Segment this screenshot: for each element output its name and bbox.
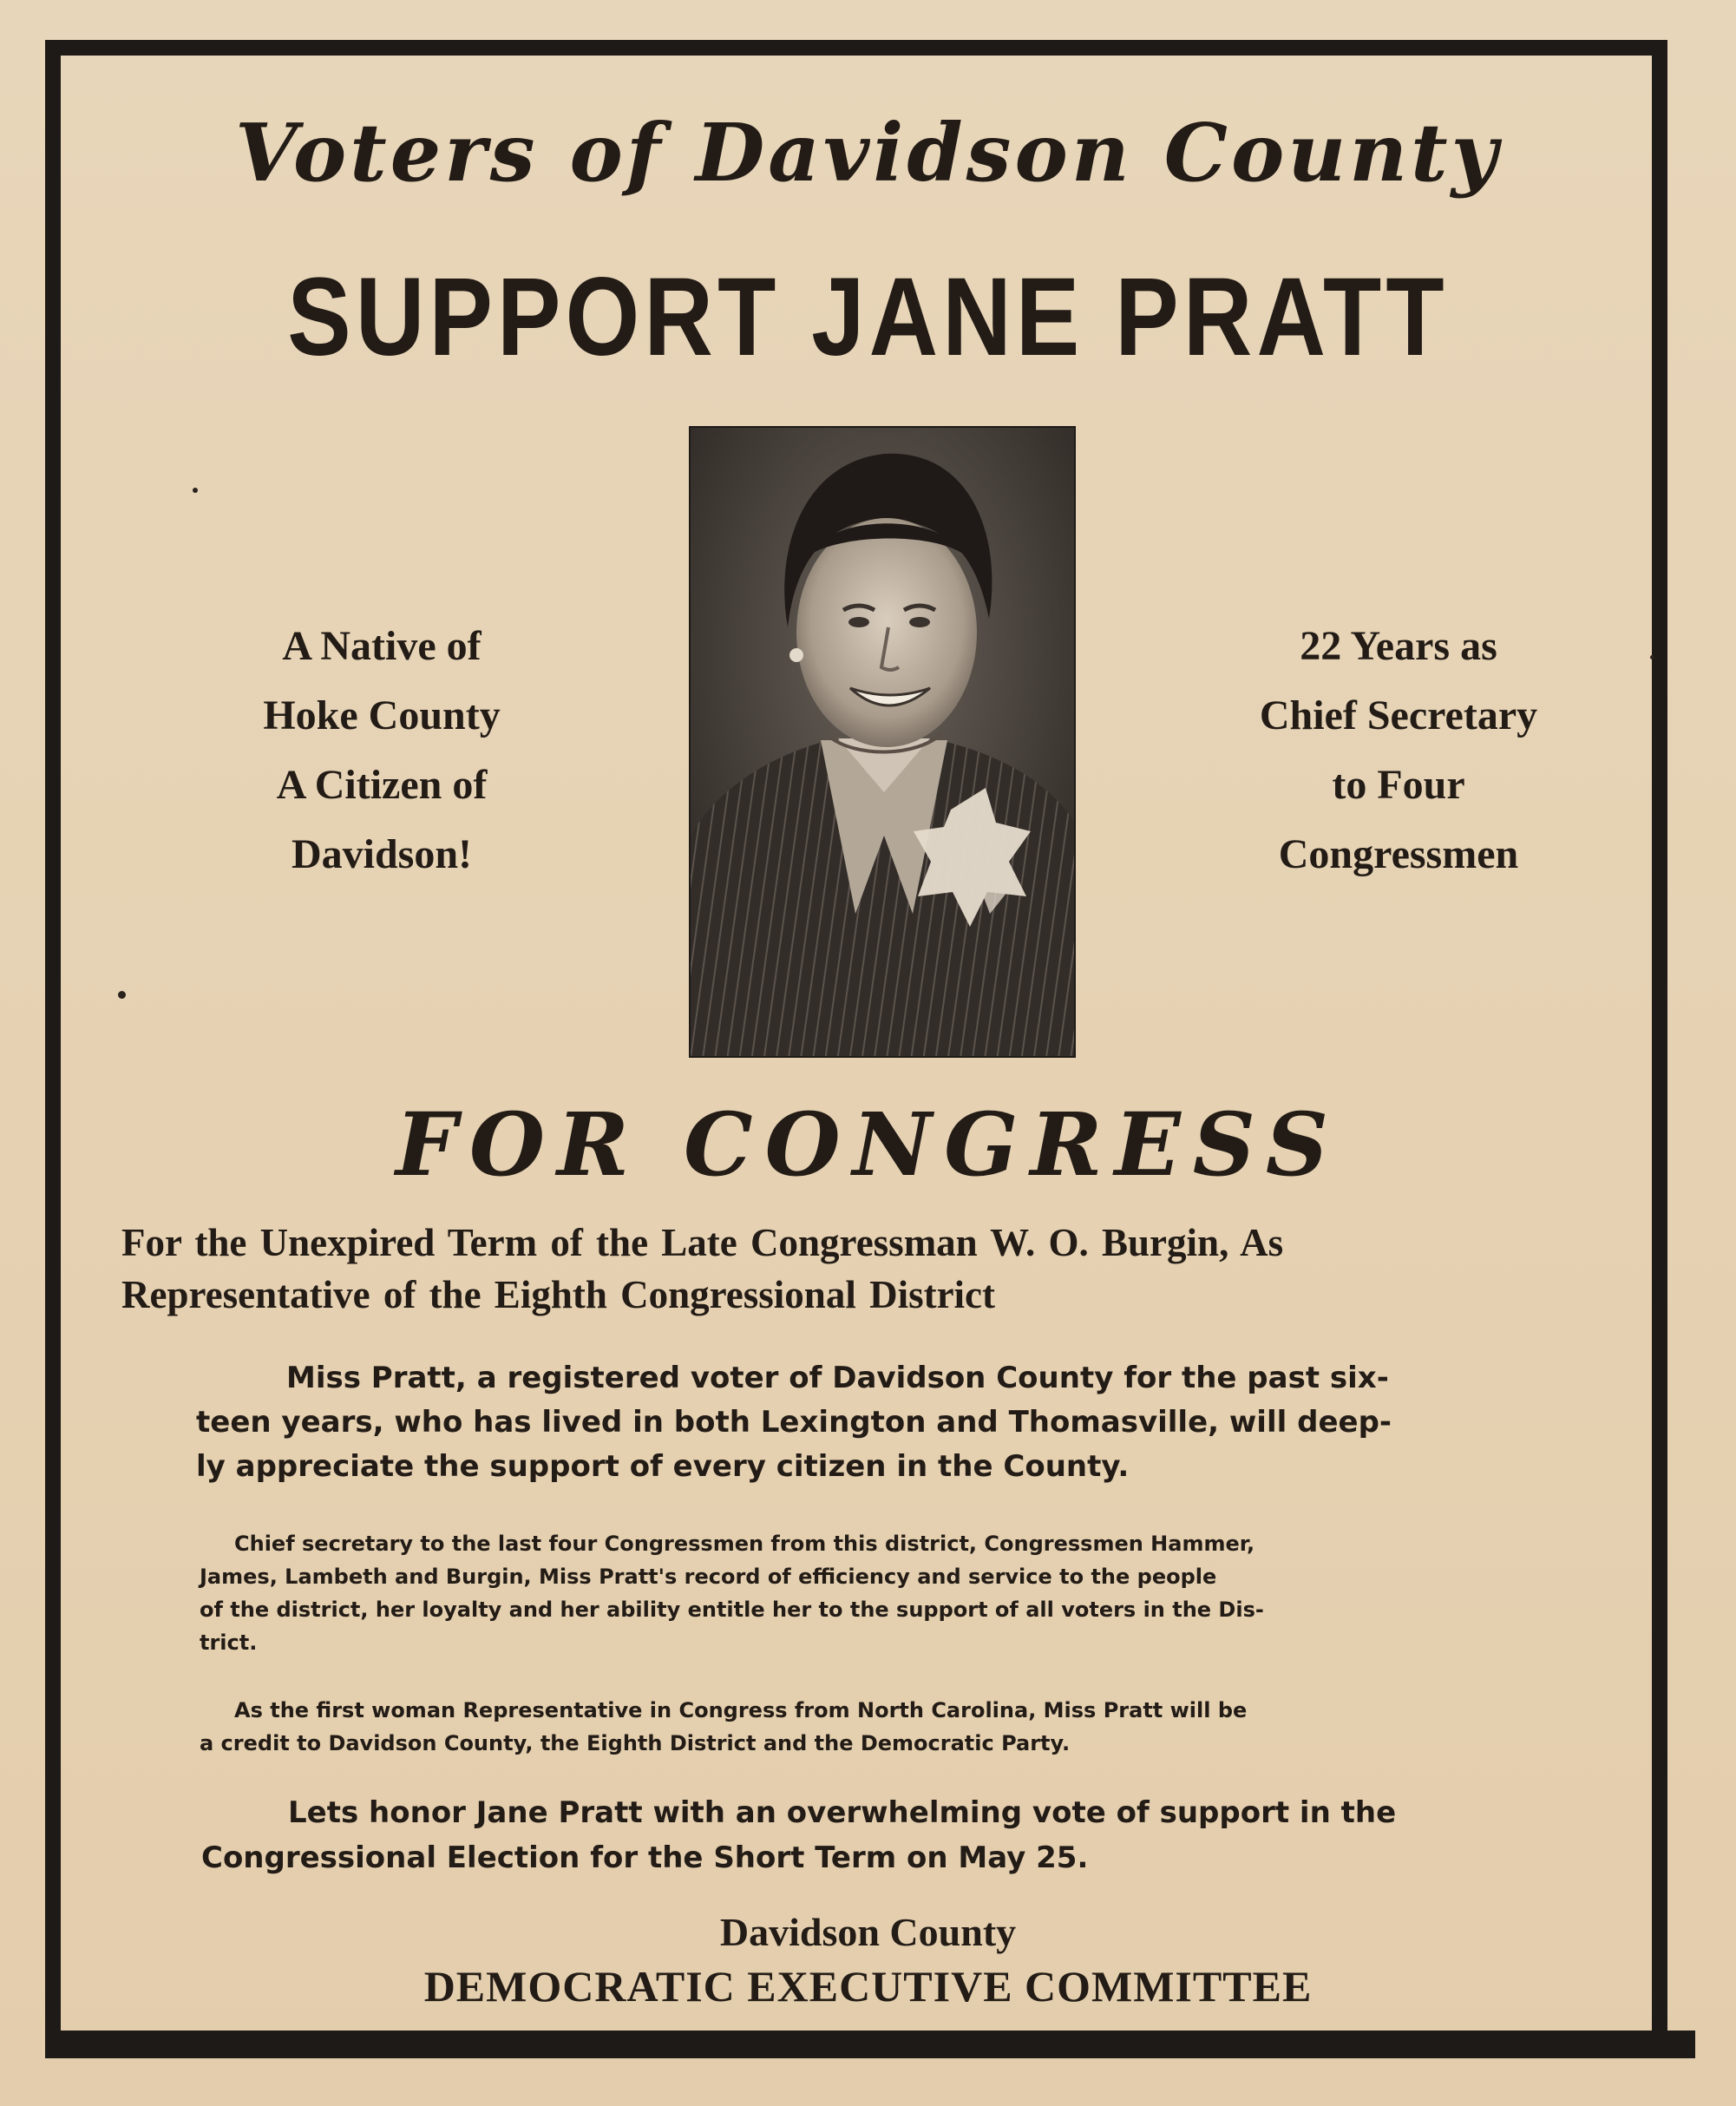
paragraph-first-woman	[200, 1694, 1553, 1760]
paragraph-lets-honor	[201, 1790, 1555, 1880]
left-panel-line: Davidson!	[291, 831, 473, 877]
headline-voters: Voters of Davidson County	[234, 106, 1502, 200]
right-panel-line: Congressmen	[1278, 831, 1519, 877]
paragraph-line: Chief secretary to the last four Congressmen from this district, Congressmen Hammer,	[234, 1532, 1255, 1556]
paragraph-line: teen years, who has lived in both Lexington and Thomasville, will deep-	[196, 1405, 1392, 1440]
right-panel-line: Chief Secretary	[1259, 692, 1538, 738]
paragraph-line: Congressional Election for the Short Term on May 25.	[201, 1840, 1089, 1875]
right-panel-chief-secretary	[1190, 612, 1607, 889]
left-panel-line: Hoke County	[263, 692, 501, 738]
paragraph-line: of the district, her loyalty and her ability entitle her to the support of all voters in the Dis-	[200, 1598, 1264, 1622]
paragraph-chief-secretary	[200, 1527, 1553, 1659]
subhead-line: For the Unexpired Term of the Late Congressman W. O. Burgin, As	[121, 1221, 1284, 1264]
headline-support-jane-pratt: SUPPORT JANE PRATT	[287, 255, 1449, 379]
left-panel-line: A Citizen of	[276, 762, 488, 808]
ink-speck	[193, 488, 198, 493]
right-panel-line: 22 Years as	[1300, 623, 1497, 669]
right-panel-line: to Four	[1332, 762, 1465, 808]
for-congress-heading: FOR CONGRESS	[395, 1093, 1341, 1196]
portrait-photo-illustration	[691, 428, 1076, 1058]
ink-speck	[118, 991, 126, 999]
paragraph-line: Miss Pratt, a registered voter of Davidson County for the past six-	[286, 1361, 1389, 1395]
subhead-unexpired-term	[121, 1217, 1631, 1321]
paragraph-line: James, Lambeth and Burgin, Miss Pratt's record of efficiency and service to the people	[200, 1565, 1217, 1589]
paragraph-registered-voter	[196, 1356, 1549, 1489]
paragraph-line: Lets honor Jane Pratt with an overwhelming vote of support in the	[288, 1795, 1397, 1830]
bottom-rule	[45, 2031, 1695, 2058]
portrait-photo-jane-pratt	[689, 426, 1076, 1058]
left-panel-native-of-hoke-county	[174, 612, 590, 889]
paragraph-line: a credit to Davidson County, the Eighth District and the Democratic Party.	[200, 1731, 1071, 1755]
footer-davidson-county: Davidson County	[719, 1910, 1017, 1954]
subhead-line: Representative of the Eighth Congressional District	[121, 1273, 996, 1316]
paragraph-line: As the first woman Representative in Congress from North Carolina, Miss Pratt will be	[234, 1698, 1248, 1722]
left-panel-line: A Native of	[282, 623, 481, 669]
footer-executive-committee: DEMOCRATIC EXECUTIVE COMMITTEE	[423, 1962, 1313, 2011]
paragraph-line: trict.	[200, 1630, 258, 1655]
paragraph-line: ly appreciate the support of every citizen in the County.	[196, 1449, 1130, 1484]
ink-speck	[1650, 655, 1654, 659]
